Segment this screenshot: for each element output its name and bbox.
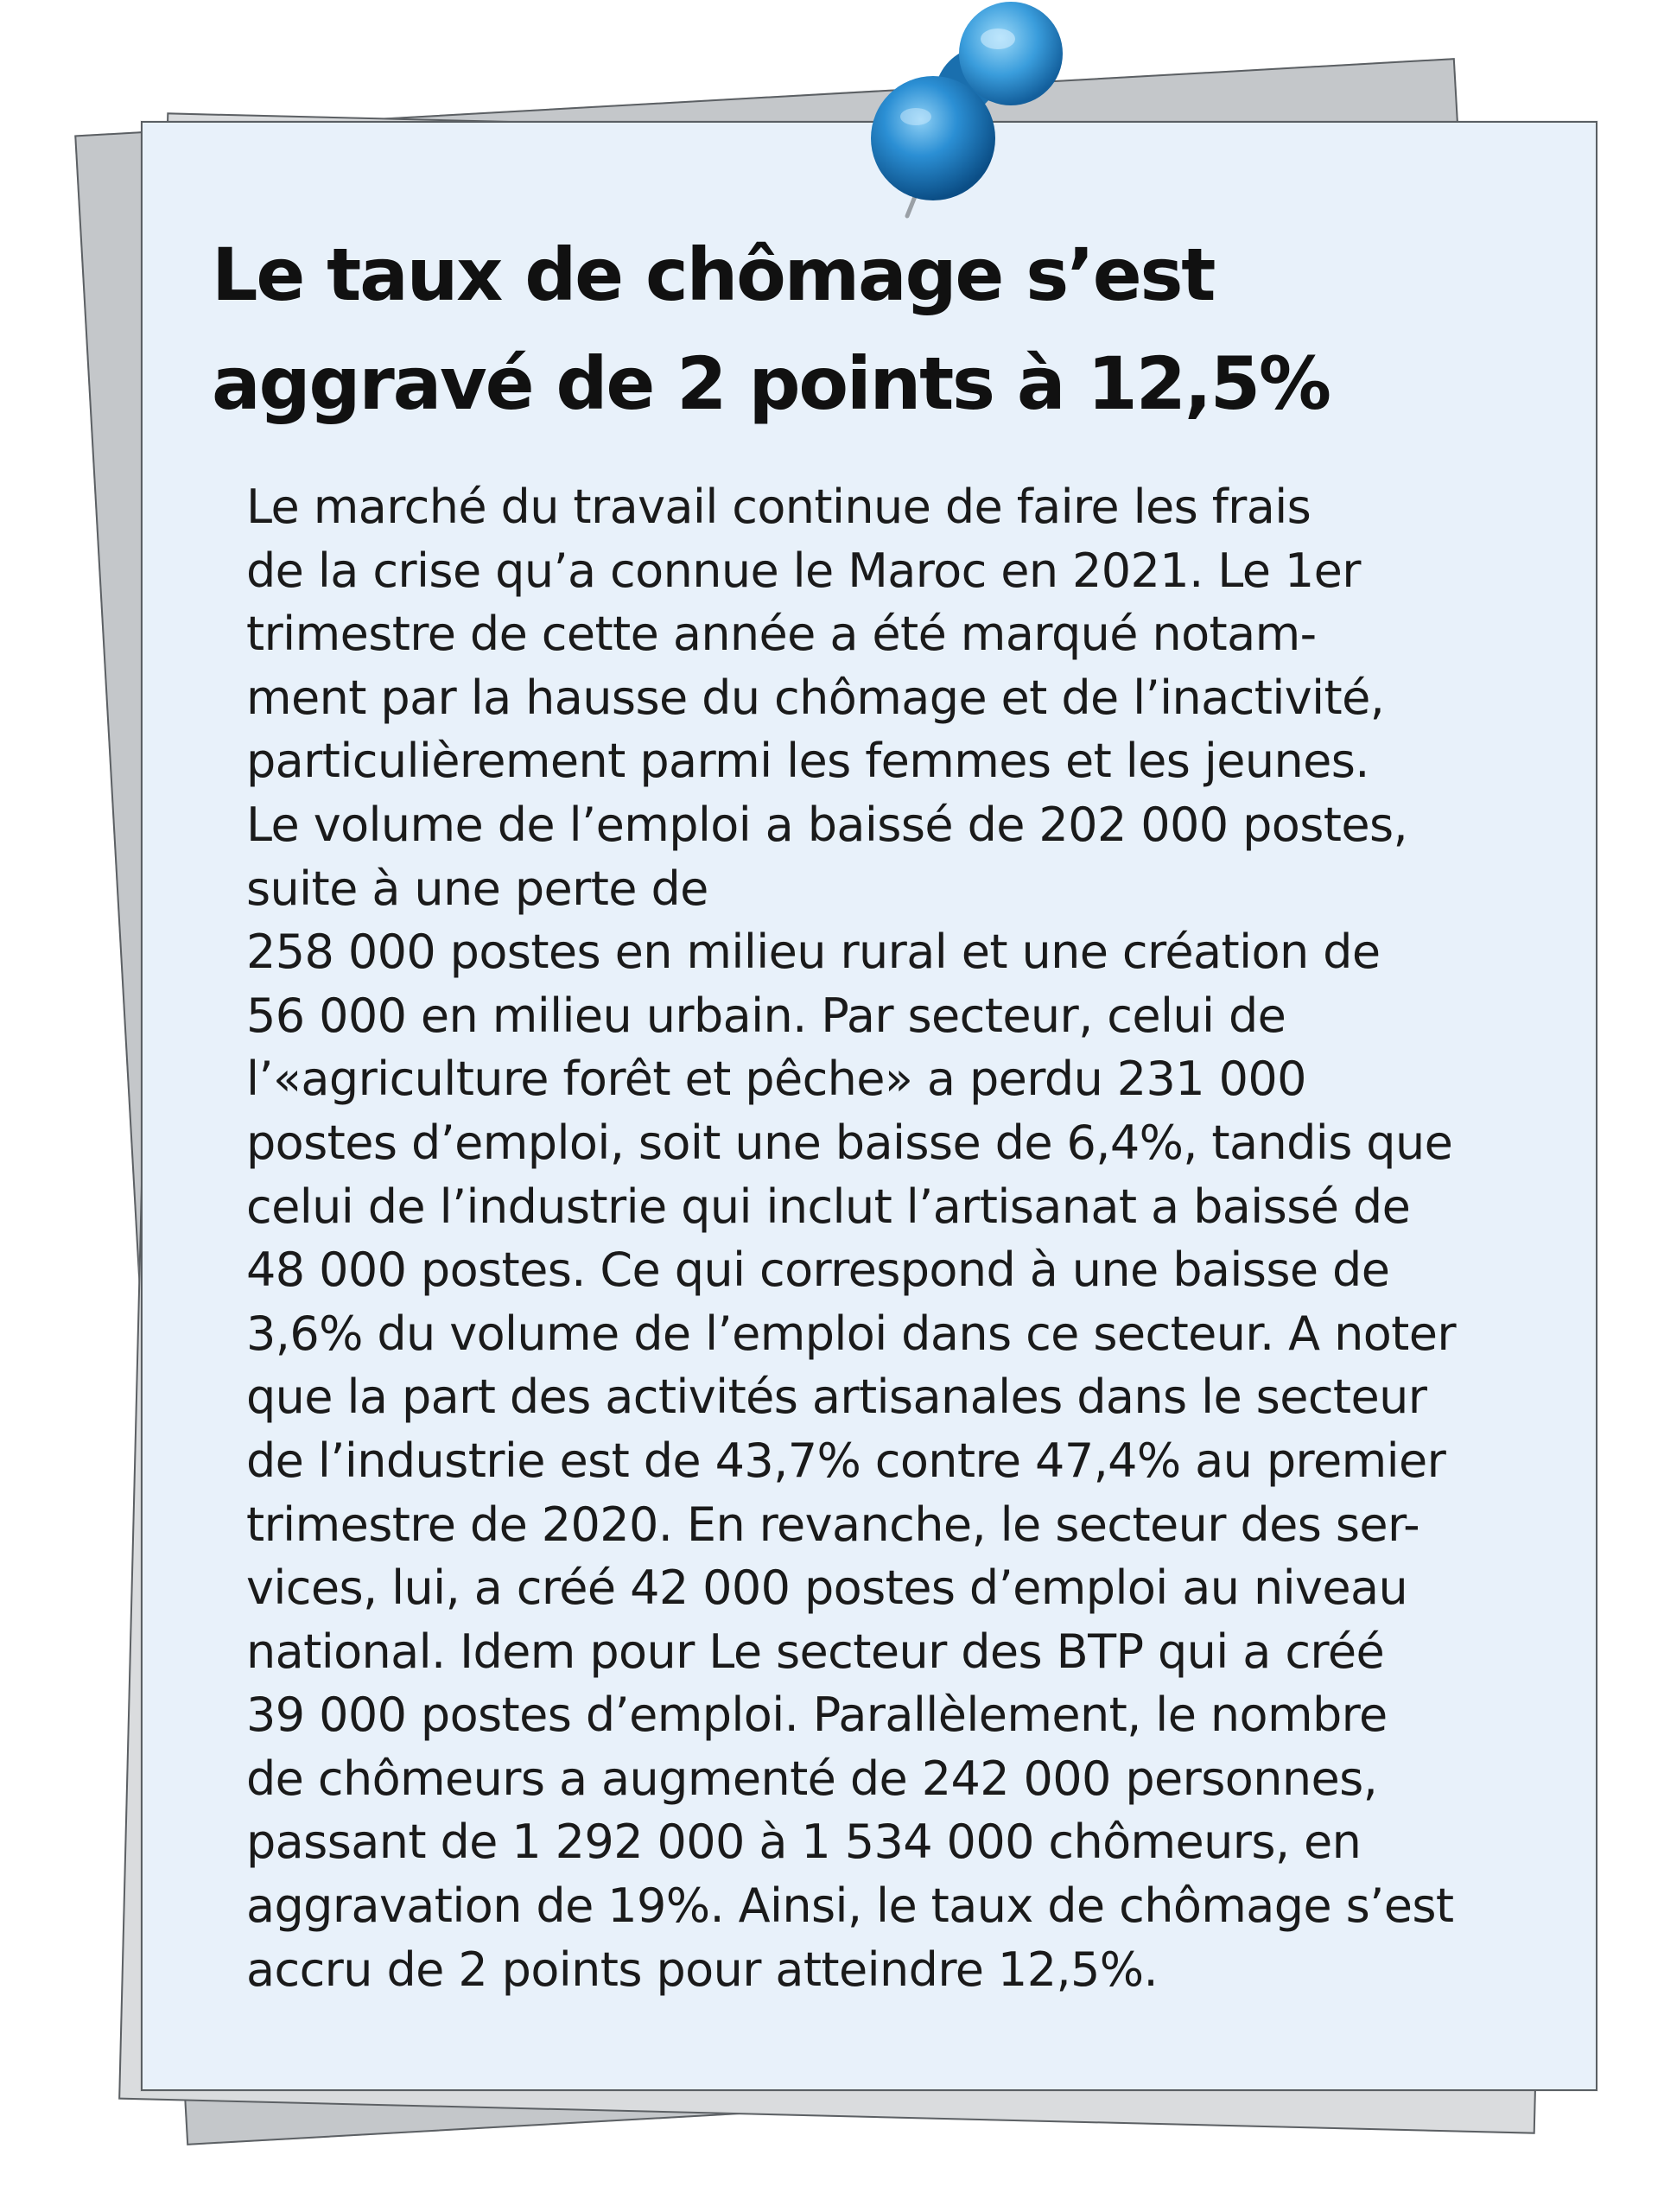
body-line: suite à une perte de	[246, 861, 708, 916]
body-line: 3,6% du volume de l’emploi dans ce secteur. A noter	[246, 1306, 1456, 1361]
body-line: passant de 1 292 000 à 1 534 000 chômeurs, en	[246, 1815, 1362, 1870]
body-line: national. Idem pour Le secteur des BTP qui a créé	[246, 1624, 1385, 1679]
headline-line: Le taux de chômage s’est	[212, 232, 1215, 317]
body-line: postes d’emploi, soit une baisse de 6,4%, tandis que	[246, 1115, 1453, 1170]
headline-line: aggravé de 2 points à 12,5%	[212, 341, 1330, 426]
push-pin-icon	[855, 0, 1080, 225]
body-line: Le marché du travail continue de faire les frais	[246, 480, 1312, 534]
body-line: trimestre de cette année a été marqué notam-	[246, 607, 1317, 662]
body-line: 39 000 postes d’emploi. Parallèlement, le nombre	[246, 1688, 1388, 1743]
body-line: particulièrement parmi les femmes et les jeunes.	[246, 734, 1369, 789]
body-line: trimestre de 2020. En revanche, le secteur des ser-	[246, 1497, 1420, 1552]
body-line: Le volume de l’emploi a baissé de 202 000 postes,	[246, 797, 1408, 852]
body-line: vices, lui, a créé 42 000 postes d’emploi au niveau	[246, 1560, 1408, 1616]
body-line: de chômeurs a augmenté de 242 000 personnes,	[246, 1751, 1378, 1806]
body-line: 56 000 en milieu urbain. Par secteur, celui de	[246, 988, 1286, 1043]
body-line: l’«agriculture forêt et pêche» a perdu 231 000	[246, 1052, 1306, 1107]
body-line: accru de 2 points pour atteindre 12,5%.	[246, 1942, 1159, 1997]
body-line: celui de l’industrie qui inclut l’artisanat a baissé de	[246, 1179, 1411, 1234]
body-line: de l’industrie est de 43,7% contre 47,4% au premier	[246, 1433, 1446, 1488]
article-body	[246, 475, 1559, 2001]
headline	[212, 220, 1508, 438]
body-line: aggravation de 19%. Ainsi, le taux de chômage s’est	[246, 1878, 1454, 1934]
body-line: ment par la hausse du chômage et de l’inactivité,	[246, 670, 1385, 725]
body-line: 258 000 postes en milieu rural et une création de	[246, 925, 1381, 980]
body-line: de la crise qu’a connue le Maroc en 2021. Le 1er	[246, 543, 1361, 598]
body-line: que la part des activités artisanales dans le secteur	[246, 1370, 1427, 1425]
body-line: 48 000 postes. Ce qui correspond à une baisse de	[246, 1243, 1390, 1298]
